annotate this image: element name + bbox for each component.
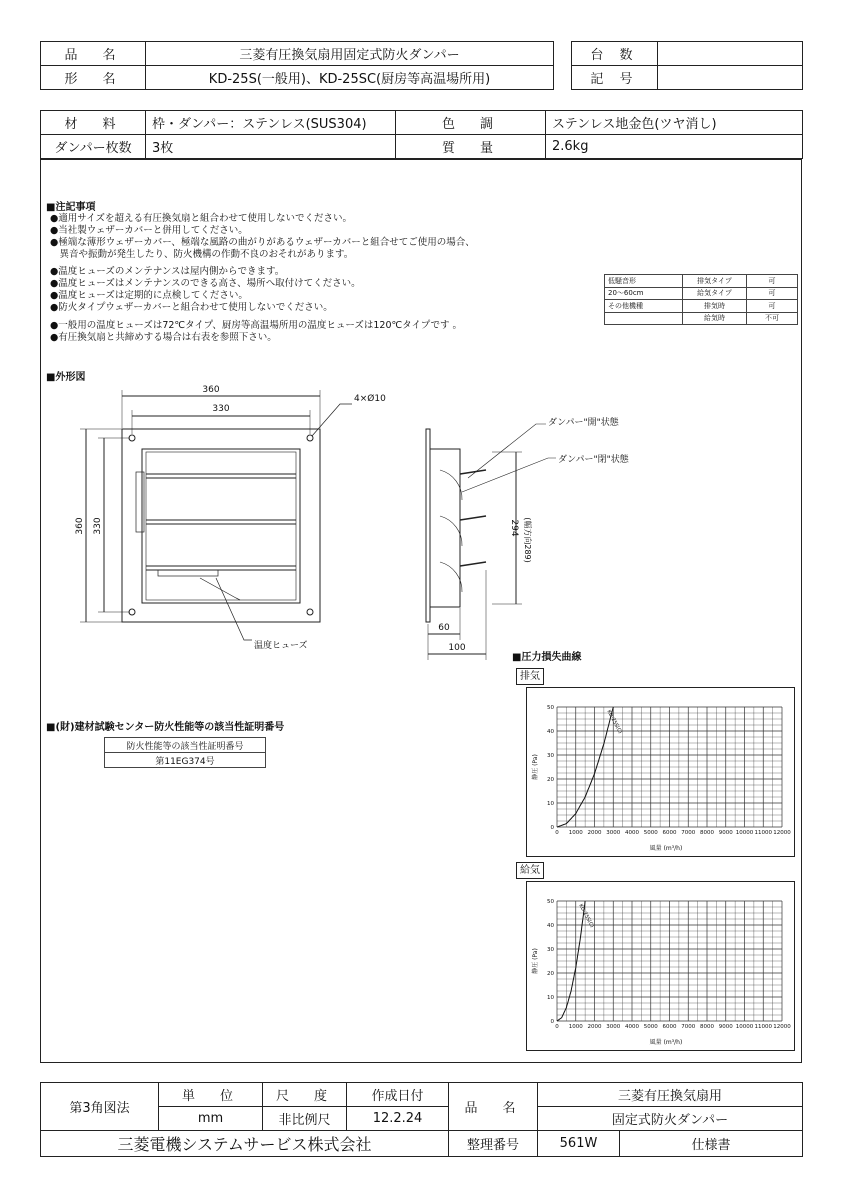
note-item: ●温度ヒューズはメンテナンスのできる高さ、場所へ取付けてください。 bbox=[50, 278, 361, 289]
dim-289: (幅方向289) bbox=[523, 517, 532, 563]
dim-330-left: 330 bbox=[93, 517, 103, 535]
y-tick-label: 0 bbox=[550, 1019, 554, 1025]
outline-title: ■外形図 bbox=[46, 372, 86, 383]
x-tick-label: 10000 bbox=[735, 830, 754, 836]
cert-value: 第11EG374号 bbox=[105, 753, 266, 768]
y-tick-label: 10 bbox=[547, 801, 554, 807]
date-value: 12.2.24 bbox=[347, 1107, 449, 1131]
compat-other: その他機種 bbox=[605, 300, 683, 313]
note-item: ●防火タイプウェザーカバーと組合わせて使用しないでください。 bbox=[50, 302, 333, 313]
exhaust-label: 排気 bbox=[516, 668, 544, 685]
x-tick-label: 5000 bbox=[643, 1024, 658, 1030]
compat-table bbox=[604, 274, 798, 325]
front-inner-frame bbox=[142, 449, 300, 603]
doc-type: 仕様書 bbox=[620, 1131, 803, 1157]
ref-label: 整理番号 bbox=[449, 1131, 538, 1157]
unit-value: mm bbox=[159, 1107, 263, 1131]
x-tick-label: 11000 bbox=[754, 1024, 772, 1030]
x-tick-label: 12000 bbox=[773, 830, 791, 836]
note-item: 異音や振動が発生したり、防火機構の作動不良のおそれがあります。 bbox=[50, 249, 354, 260]
count-table bbox=[571, 41, 803, 90]
damper-label: ダンパー枚数 bbox=[41, 135, 146, 159]
x-tick-label: 6000 bbox=[662, 830, 677, 836]
compat-exhaust-time: 排気時 bbox=[683, 300, 747, 313]
dim-330-top: 330 bbox=[212, 404, 230, 414]
y-axis-label: 静圧 (Pa) bbox=[532, 754, 539, 780]
cert-table bbox=[104, 737, 266, 768]
damper-value: 3枚 bbox=[146, 135, 396, 159]
x-tick-label: 4000 bbox=[625, 1024, 639, 1030]
x-tick-label: 0 bbox=[555, 830, 559, 836]
spec-table bbox=[40, 110, 803, 159]
x-tick-label: 10000 bbox=[735, 1024, 754, 1030]
open-label: ダンパー"開"状態 bbox=[548, 418, 619, 428]
supply-chart bbox=[526, 881, 795, 1051]
hinmei-value: 三菱有圧換気扇用固定式防火ダンパー bbox=[146, 42, 554, 66]
y-axis-label: 静圧 (Pa) bbox=[532, 948, 539, 974]
material-value: 枠・ダンパー：ステンレス(SUS304) bbox=[146, 111, 396, 135]
x-tick-label: 3000 bbox=[606, 1024, 621, 1030]
outline-drawing bbox=[40, 380, 640, 680]
unit-label: 単 位 bbox=[159, 1083, 263, 1107]
header-table bbox=[40, 41, 554, 90]
x-tick-label: 7000 bbox=[681, 1024, 696, 1030]
x-tick-label: 0 bbox=[555, 1024, 559, 1030]
x-tick-label: 8000 bbox=[700, 830, 714, 836]
front-outer-frame bbox=[122, 429, 320, 622]
note-item: ●温度ヒューズは定期的に点検してください。 bbox=[50, 290, 248, 301]
holes-label: 4×Ø10 bbox=[354, 394, 386, 404]
supply-label: 給気 bbox=[516, 862, 544, 879]
note-item: ●有圧換気扇と共締めする場合は右表を参照下さい。 bbox=[50, 332, 277, 343]
name-line2: 固定式防火ダンパー bbox=[538, 1107, 803, 1131]
y-tick-label: 40 bbox=[547, 923, 554, 929]
y-tick-label: 20 bbox=[547, 971, 554, 977]
notes-title: ■注記事項 bbox=[46, 202, 96, 213]
y-tick-label: 30 bbox=[547, 753, 554, 759]
dim-294: 294 bbox=[509, 519, 519, 537]
compat-exhaust-type: 排気タイプ bbox=[683, 275, 747, 288]
x-tick-label: 8000 bbox=[700, 1024, 714, 1030]
compat-ok: 可 bbox=[747, 287, 798, 300]
y-tick-label: 50 bbox=[547, 899, 554, 905]
x-tick-label: 2000 bbox=[587, 830, 602, 836]
y-tick-label: 50 bbox=[547, 705, 554, 711]
compat-size: 20～60cm bbox=[605, 287, 683, 300]
x-axis-label: 風量 (m³/h) bbox=[649, 1039, 683, 1046]
compat-ok: 可 bbox=[747, 300, 798, 313]
compat-ng: 不可 bbox=[747, 312, 798, 325]
exhaust-chart bbox=[526, 687, 795, 857]
color-label: 色 調 bbox=[396, 111, 546, 135]
cert-title: ■(財)建材試験センター防火性能等の該当性証明番号 bbox=[46, 722, 285, 733]
x-tick-label: 9000 bbox=[718, 1024, 733, 1030]
company-name: 三菱電機システムサービス株式会社 bbox=[41, 1131, 449, 1157]
y-tick-label: 40 bbox=[547, 729, 554, 735]
series-label: KD-25S(C) bbox=[577, 903, 595, 929]
daisu-value bbox=[658, 42, 803, 66]
dim-100: 100 bbox=[448, 643, 466, 653]
pressure-title: ■圧力損失曲線 bbox=[512, 652, 582, 663]
mass-value: 2.6kg bbox=[546, 135, 803, 159]
katamei-label: 形 名 bbox=[41, 66, 146, 90]
compat-supply-time: 給気時 bbox=[683, 312, 747, 325]
date-label: 作成日付 bbox=[347, 1083, 449, 1107]
x-tick-label: 7000 bbox=[681, 830, 696, 836]
x-tick-label: 11000 bbox=[754, 830, 772, 836]
scale-label: 尺 度 bbox=[263, 1083, 347, 1107]
compat-low-noise: 低騒音形 bbox=[605, 275, 683, 288]
note-item: ●適用サイズを超える有圧換気扇と組合わせて使用しないでください。 bbox=[50, 213, 353, 224]
x-tick-label: 6000 bbox=[662, 1024, 677, 1030]
x-tick-label: 1000 bbox=[568, 1024, 583, 1030]
compat-supply-type: 給気タイプ bbox=[683, 287, 747, 300]
name-label: 品 名 bbox=[449, 1083, 538, 1131]
note-item: ●一般用の温度ヒューズは72℃タイプ、厨房等高温場所用の温度ヒューズは120℃タイプです 。 bbox=[50, 320, 462, 331]
material-label: 材 料 bbox=[41, 111, 146, 135]
x-tick-label: 12000 bbox=[773, 1024, 791, 1030]
x-tick-label: 9000 bbox=[718, 830, 733, 836]
footer-table bbox=[40, 1082, 803, 1157]
kigo-value bbox=[658, 66, 803, 90]
y-tick-label: 20 bbox=[547, 777, 554, 783]
x-tick-label: 4000 bbox=[625, 830, 639, 836]
x-tick-label: 1000 bbox=[568, 830, 583, 836]
closed-label: ダンパー"閉"状態 bbox=[558, 455, 629, 465]
daisu-label: 台 数 bbox=[572, 42, 658, 66]
name-line1: 三菱有圧換気扇用 bbox=[538, 1083, 803, 1107]
note-item: ●当社製ウェザーカバーと併用してください。 bbox=[50, 225, 248, 236]
x-tick-label: 2000 bbox=[587, 1024, 602, 1030]
dim-360-top: 360 bbox=[202, 385, 220, 395]
dim-360-left: 360 bbox=[75, 517, 85, 535]
color-value: ステンレス地金色(ツヤ消し) bbox=[546, 111, 803, 135]
scale-value: 非比例尺 bbox=[263, 1107, 347, 1131]
note-item: ●温度ヒューズのメンテナンスは屋内側からできます。 bbox=[50, 266, 285, 277]
projection: 第3角図法 bbox=[41, 1083, 159, 1131]
y-tick-label: 10 bbox=[547, 995, 554, 1001]
hinmei-label: 品 名 bbox=[41, 42, 146, 66]
kigo-label: 記 号 bbox=[572, 66, 658, 90]
y-tick-label: 0 bbox=[550, 825, 554, 831]
mass-label: 質 量 bbox=[396, 135, 546, 159]
cert-header: 防火性能等の該当性証明番号 bbox=[105, 738, 266, 753]
katamei-value: KD-25S(一般用)、KD-25SC(厨房等高温場所用) bbox=[146, 66, 554, 90]
x-tick-label: 5000 bbox=[643, 830, 658, 836]
x-axis-label: 風量 (m³/h) bbox=[649, 845, 683, 852]
note-item: ●極端な薄形ウェザーカバー、極端な風路の曲がりがあるウェザーカバーと組合せてご使用の場合、 bbox=[50, 237, 475, 248]
fuse-label: 温度ヒューズ bbox=[254, 641, 308, 651]
y-tick-label: 30 bbox=[547, 947, 554, 953]
x-tick-label: 3000 bbox=[606, 830, 621, 836]
dim-60: 60 bbox=[438, 623, 450, 633]
series-label: KD-25S(C) bbox=[605, 709, 623, 735]
compat-ok: 可 bbox=[747, 275, 798, 288]
ref-value: 561W bbox=[538, 1131, 620, 1157]
